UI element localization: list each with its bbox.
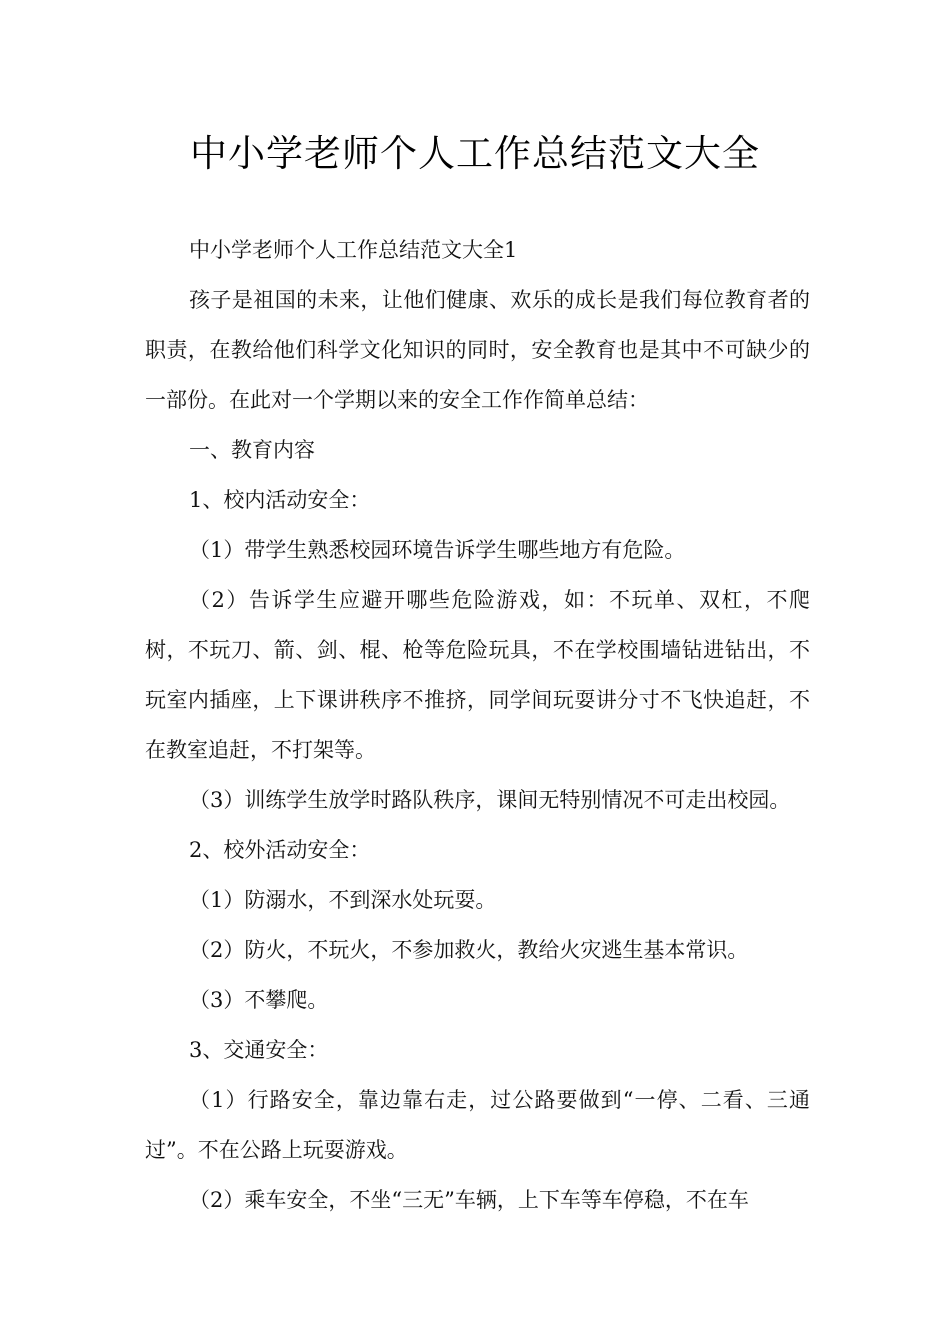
heading-education-content: 一、教育内容 — [189, 438, 315, 462]
list-item: （3）不攀爬。 — [189, 988, 329, 1012]
subheading-campus-safety: 1、校内活动安全： — [189, 488, 371, 512]
list-item: （1）带学生熟悉校园环境告诉学生哪些地方有危险。 — [189, 538, 686, 562]
list-item: （2）告诉学生应避开哪些危险游戏，如：不玩单、双杠，不爬树，不玩刀、箭、剑、棍、枪等危险玩具，不在学校围墙钻进钻出，不玩室内插座，上下课讲秩序不推挤，同学间玩耍讲分寸不飞快追赶，不在教室追赶，不打架等。 — [145, 588, 810, 762]
list-item: （1）防溺水，不到深水处玩耍。 — [189, 888, 497, 912]
list-item: （2）防火，不玩火，不参加救火，教给火灾逃生基本常识。 — [189, 938, 749, 962]
document-body — [145, 225, 810, 1225]
subheading-offcampus-safety: 2、校外活动安全： — [189, 838, 371, 862]
intro-paragraph: 孩子是祖国的未来，让他们健康、欢乐的成长是我们每位教育者的职责，在教给他们科学文化知识的同时，安全教育也是其中不可缺少的一部份。在此对一个学期以来的安全工作作简单总结： — [145, 288, 810, 412]
list-item: （2）乘车安全，不坐“三无”车辆，上下车等车停稳，不在车 — [189, 1188, 749, 1212]
list-item: （3）训练学生放学时路队秩序，课间无特别情况不可走出校园。 — [189, 788, 791, 812]
list-item: （1）行路安全，靠边靠右走，过公路要做到“一停、二看、三通过”。不在公路上玩耍游戏。 — [145, 1088, 810, 1162]
document-title: 中小学老师个人工作总结范文大全 — [190, 132, 760, 175]
subheading-traffic-safety: 3、交通安全： — [189, 1038, 329, 1062]
section-heading: 中小学老师个人工作总结范文大全1 — [189, 238, 518, 262]
